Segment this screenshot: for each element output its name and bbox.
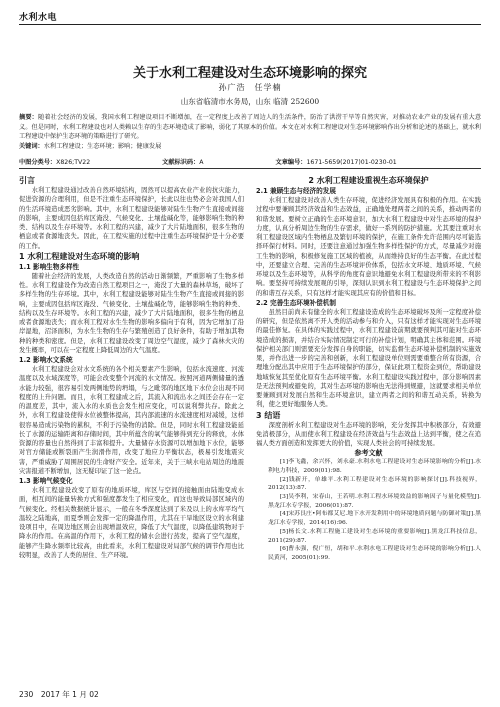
reference-item: [6]曹永强，倪广恒，胡和平.水利水电工程建设对生态环境的影响分析[J].人民黄河，2005(01):99. — [268, 546, 481, 561]
paragraph: 水利工程建设对改善人类生存环境，促进经济发展具有积极的作用。在实践过程中要兼顾其经济效益和生态效益，正确地处理两者之间的关系，推动两者的和谐发展。要树立正确的生态环境意识，加大水利工程建设中对生态环境的保护力度，认真分析周边生物的生存需求，做好一系列的防护措施。尤其要注重对水利工程建设区域内生物栖息及繁衍环境的保护，在施工条件允许范围内尽可能选择环保行材料。同时，还要注意通过加强生物多样性保护的方式，尽量减少对施工生物的影响，积极修复施工区域的植被，从而维持良好的生态平衡。在此过程中，还要建立合理、完善的生态环境评价体系，包括水文环境、地质环境、气候环境以及生态环境等，从科学的角度有意识地避免水利工程建设所带来的不利影响。要坚持可持续发展观的引导，深刻认识到水利工程建设与生态环境保护之间的和谐互存关系，只有这样才能实现其应有的价值和目标。 — [256, 197, 481, 297]
paragraph: 深度剖析水利工程建设对生态环境的影响，充分发挥其中积极部分，有效避免消极部分，从而使水利工程建设在经济效益与生态效益上达到平衡，使之在追福人类方面创造和发挥更大的价值，实现人类社会的可持续发展。 — [256, 421, 481, 447]
abstract — [19, 113, 481, 151]
reference-item: [4]宋苏艮庄•阿布都艾尼.地下水开发利用中的环境地质问题与防御对策[J].黑龙江水专学报，2014(16):96. — [268, 511, 481, 527]
doc-code-label: 文献标识码： — [162, 159, 200, 166]
abstract-label: 摘要： — [19, 114, 38, 121]
reference-item: [2]钱新开，单雄平.水利工程建设对生态环境的影响探讨[J].科技视界，2012(13):87. — [268, 476, 481, 492]
paragraph: 水利工程建设通过改善自然环境结构，固然可以提高农业产业的抗灾能力，促进资源的合理利用，但是不注重生态环境保护，长此以往也势必会对我国人们的生活环境造成恶劣影响。其中，水利工程建设能够对陆生生物产生直接或间接的影响，主要成因包括库区淹没、气候变化、土壤盐碱化等，能够影响生物的种类、结构以及生存环境等。水利工程的兴建，减少了大片陆地面积，很多生物的栖息或者食源地丧失。因此，在工程实施的过程中注重生态环境保护是十分必要的工作。 — [19, 187, 244, 250]
references-heading: 参考文献 — [354, 449, 383, 458]
journal-name: 水利水电 — [19, 13, 58, 23]
subsection-heading: 1.3 影响气候变化 — [19, 477, 73, 485]
doc-code-value: A — [199, 159, 204, 166]
clc-value: X826;TV22 — [56, 159, 91, 166]
paragraph: 随着社会经济的发展，人类改造自然的活动日渐频繁，严重影响了生物多样性。水利工程建设作为改造自然工程项目之一，淹没了大量的森林草场，破坏了多样生物的生存环境。其中，水利工程建设能够对陆生生物产生直接或间接的影响，主要成因包括库区淹没、气候变化、土壤盐碱化等，能够影响生物的种类、结构以及生存环境等。水利工程的兴建，减少了大片陆地面积，很多生物的栖息或者食源地丧失；而水利工程对水生生物的影响多偏向于有利，因为它增加了沿岸湿地，沼泽面积，为水生生物的生存与繁殖创造了良好条件，有助于增加其物种的种类和密度。但是，水利工程建设改变了周边空气湿度，减少了森林火灾的发生概率，可以在一定程度上降低周边的大气温度。 — [19, 272, 244, 354]
paragraph: 水利工程建设会对水文系统的各个相关要素产生影响，包括水流速度、河流温度以及水域深度等，可能会改变整个河流的水文情况。按照河道两侧储量的透水能力较强，很容易引发两侧地势的坍塌，与之毗邻的地区地下水位会出现不同程度的上升问题。而且，水利工程建成之后，其流入和流出水之间还会存在一定的温度差，其中，流入水的水质也会发生相应变化，可以说利弊共存。除此之外，水利工程建设使得水位被整体提高，其内部流速的水流速度相对减缓，这样很容易造成污染物的累积，不利于污染物的消除。但是，同时水利工程建设能延长了水源的运输距离和存储时间，其中所蕴含的氧气能够得到充分的释放，水体资源的容量也自然得到了丰富和提升。大量储存水资源可以增加地下水位，能够对官方储能或断裂面产生润滑作用，改变了地应力平衡状态，极易引发地震灾害，严重威胁了周围居民的生命财产安全。近年来，关于三峡水电站周边的地震灾害报道不断增加，这无疑印证了这一论点。 — [19, 366, 244, 475]
article-title: 关于水利工程建设对生态环境影响的探究 — [132, 66, 367, 81]
left-column — [19, 175, 244, 560]
right-column — [256, 175, 481, 563]
clc-field — [19, 157, 126, 166]
keywords-text: 水利工程建设；生态环境；影响；健康发展 — [43, 142, 162, 150]
article-authors: 孙广浩 任学楠 — [218, 83, 282, 92]
subsection-heading: 2.2 完善生态环境补偿机制 — [256, 298, 336, 307]
subsection-heading: 2.1 兼顾生态与经济的发展 — [256, 187, 336, 195]
article-affiliation: 山东省临清市水务局，山东 临清 252600 — [180, 97, 320, 106]
paragraph: 水利工程建设改变了原有的地质环境，库区与空间的接触面由陆地变成水面，相互间的能量转换方式和强度都发生了相应变化，而这也导致局部区域内的气候变化。经相关数据统计显示，一般在冬季深度达到了米及以上的水库平均气温较之陆地高，而夏季则会发挥一定的降温作用，尤其在干旱地区设立的水利建设项目中，在周边地区则会出现增温效应，降低了大气温度，以降低建筑物对于降水的作用。在高温的作用下，水利工程的储水会进行蒸发，提高了空气湿度，能够产生降水频率比较高，由此看来，水利工程建设对局部气候的调节作用也比较明显，改善了人类的居住、生产环境。 — [19, 487, 244, 559]
section-heading: 2 水利工程建设重视生态环境保护 — [308, 176, 429, 185]
meta-divider — [19, 168, 481, 169]
abstract-text: 随着社会经济的发展，我国水利工程建设项目不断增加，在一定程度上改善了周边人的生活条件，防治了洪涝干旱等自然灾害，对推动农业产业的发展有重大意义。但是同时，水利工程建设也对人类赖以生存的生态环境造成了影响，弱化了其原本的价值。本文在对水利工程建设对生态环境影响作出分析和论述的基础上，就水利工程建设中保护生态环境的策略进行了研究。 — [19, 114, 482, 141]
doc-code-field — [162, 157, 239, 166]
article-no-field — [276, 157, 433, 166]
article-no-label: 文章编号： — [275, 159, 307, 166]
subsection-heading: 1.2 影响水文系统 — [19, 356, 73, 364]
keywords-label: 关键词： — [19, 142, 44, 150]
section-heading: 3 结语 — [256, 410, 281, 420]
page-footer: 230 2017 年 1 月 02 — [19, 690, 99, 699]
paragraph: 虽然目前尚未有健全的水利工程建设造成的生态环境破坏及所一定程度补偿的研究，但是依然离不开人类的活动参与和介入，只有这样才能实现对生态环境的最佳修复。在具体的实践过程中，水利工程建设前期就要预判其可能对生态环境造成的损害，并结合实际情况制定可行的补偿计划，明确其主体和范围。环境保护相关部门则需要充分发挥自身的职能，切实监督生态环境补偿机制的实施效果，并作出进一步的完善和创新，水利工程建设单位则需要重整合所有资源，合理地分配出其中应用于生态环境保护的部分，保证此项工程资金到位，帮助建设地域恢复其至优化原有生态环境平衡。水利工程建设实践过程中，部分影响因素是无法预判或避免的，其对生态环境的影响也无法得到规避，这就要求相关单位要兼顾到对发展自然和生态环境意识，建立两者之间的和谐互动关系，转换为利，使之更好地服务人类。 — [256, 308, 481, 409]
clc-label: 中图分类号： — [19, 159, 57, 166]
reference-item: [3]吴李利，宋春山，王若明.水利工程水环境效益的影响因子与量化模型[J].黑龙江水专学报，2006(01):87. — [268, 494, 481, 509]
subsection-heading: 1.1 影响生物多样性 — [19, 262, 80, 271]
header-divider — [19, 24, 481, 25]
section-heading: 引言 — [19, 176, 35, 185]
reference-item: [1]李飞鑫，余兴怀，刘永豪.水利水电工程建设对生态环境影响的分析[J].水利电力科技，2009(01):98. — [268, 459, 481, 474]
reference-item: [5]杨长文.水利工程施工建设对生态环境的重要影响[J].黑龙江科技信息，2011(29):87. — [268, 528, 481, 544]
article-no-value: 1671-5659(2017)01-0230-01 — [306, 159, 397, 166]
section-heading: 1 水利工程建设对生态环境的影响 — [19, 251, 140, 261]
article-meta — [19, 157, 481, 166]
